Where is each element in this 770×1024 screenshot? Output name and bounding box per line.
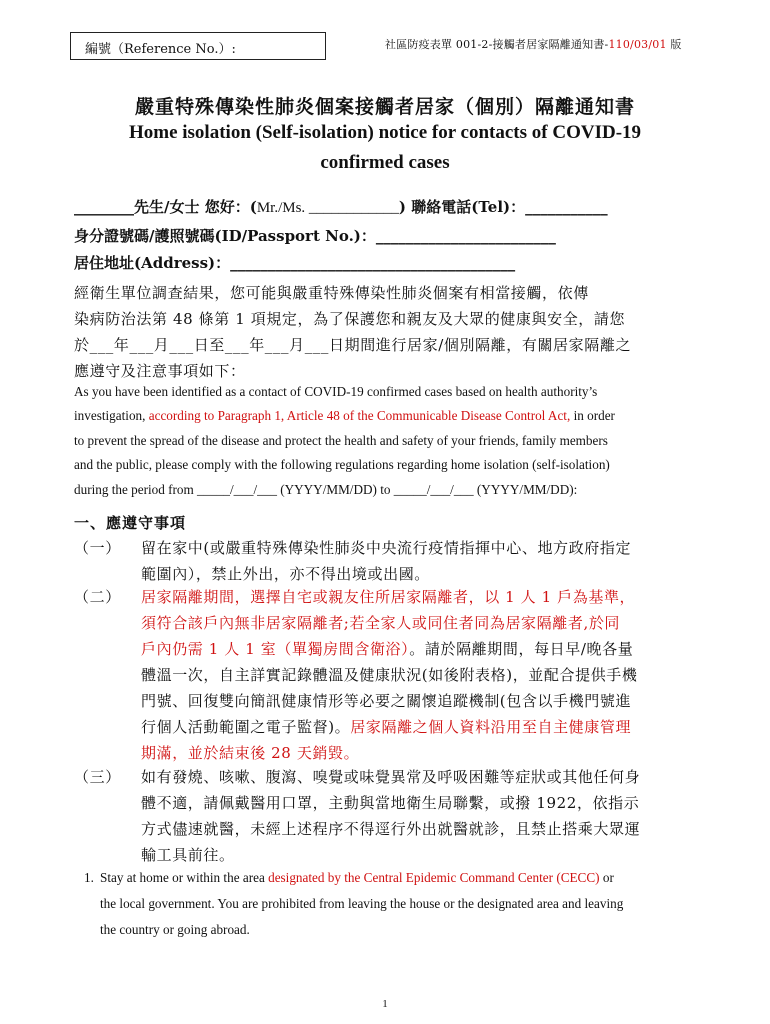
title-english-line1: Home isolation (Self-isolation) notice for contacts of COVID-19	[128, 122, 642, 143]
intro-en-line: and the public, please comply with the following regulations regarding home isolation (self-isolation)	[74, 457, 610, 473]
item-line: 居家隔離期間，選擇自宅或親友住所居家隔離者，以 1 人 1 戶為基準，	[141, 588, 636, 606]
item-number: 1.	[84, 870, 94, 885]
form-code-suffix: 版	[666, 38, 682, 51]
id-passport-line: 身分證號碼/護照號碼(ID/Passport No.)：________________________	[74, 227, 556, 245]
item-line: 須符合該戶內無非居家隔離者;若全家人或同住者同為居家隔離者,於同	[141, 614, 621, 632]
item-text-red: 戶內仍需 1 人 1 室（單獨房間含衛浴）	[141, 640, 410, 658]
item-line: 期滿，並於結束後 28 天銷毀。	[141, 744, 360, 762]
intro-english	[74, 380, 714, 502]
english-item-1	[84, 865, 714, 943]
item-text: Stay at home or within the area	[100, 870, 269, 885]
intro-zh-line: 染病防治法第 48 條第 1 項規定，為了保護您和親友及大眾的健康與安全，請您	[74, 310, 626, 328]
item-line	[141, 714, 711, 740]
item-text-red: designated by the Central Epidemic Command Center (CECC)	[268, 870, 600, 885]
item-line: 如有發燒、咳嗽、腹瀉、嗅覺或味覺異常及呼吸困難等症狀或其他任何身	[141, 768, 641, 786]
intro-chinese	[74, 280, 714, 384]
page-number: 1	[382, 998, 388, 1010]
intro-en-text: investigation,	[74, 408, 149, 424]
greeting-line	[74, 196, 608, 217]
intro-en-line	[74, 404, 714, 428]
intro-en-line: to prevent the spread of the disease and protect the health and safety of your friends, family members	[74, 432, 608, 448]
form-code	[385, 36, 682, 52]
item-number: （三）	[74, 768, 121, 786]
item-line: the local government. You are prohibited from leaving the house or the designated area and leaving	[100, 896, 624, 911]
item-number: （一）	[74, 539, 121, 557]
item-line: 輸工具前往。	[141, 846, 235, 864]
item-text: 。請於隔離期間，每日早/晚各量	[409, 640, 634, 658]
item-line: 門號、回復雙向簡訊健康情形等必要之關懷追蹤機制(包含以手機門號進	[141, 692, 632, 710]
reference-number-box	[70, 32, 326, 60]
item-line	[100, 865, 614, 891]
intro-zh-line: 應遵守及注意事項如下：	[74, 362, 246, 380]
item-line: 留在家中(或嚴重特殊傳染性肺炎中央流行疫情指揮中心、地方政府指定	[141, 539, 632, 557]
item-number: （二）	[74, 588, 121, 606]
item-line: 範圍內），禁止外出，亦不得出境或出國。	[141, 565, 430, 583]
intro-en-line: As you have been identified as a contact of COVID-19 confirmed cases based on health authority’s	[74, 384, 598, 399]
item-text: or	[599, 870, 614, 885]
address-line: 居住地址(Address)：______________________________________	[74, 254, 516, 272]
greeting-mr-ms: Mr./Ms. ____________	[256, 200, 399, 216]
rule-item-2	[74, 584, 714, 766]
title-chinese: 嚴重特殊傳染性肺炎個案接觸者居家（個別）隔離通知書	[134, 96, 635, 118]
item-text-red: 居家隔離之個人資料沿用至自主健康管理	[350, 718, 632, 736]
intro-en-line: during the period from _____/___/___ (YYYY/MM/DD) to _____/___/___ (YYYY/MM/DD):	[74, 481, 578, 497]
reference-label: 編號（Reference No.）:	[85, 42, 236, 57]
intro-en-text: in order	[570, 408, 615, 424]
rule-item-1	[74, 535, 714, 587]
rule-item-3	[74, 764, 714, 868]
title-english-line2: confirmed cases	[320, 152, 450, 173]
greeting-name-blank: ________先生/女士 您好：(	[74, 198, 257, 216]
intro-zh-line: 於___年___月___日至___年___月___日期間進行居家/個別隔離，有關居家隔離之	[74, 336, 632, 354]
section-title: 一、應遵守事項	[74, 514, 187, 532]
item-line: 方式儘速就醫，未經上述程序不得逕行外出就醫就診，且禁止搭乘大眾運	[141, 820, 641, 838]
item-line: 體溫一次，自主詳實記錄體溫及健康狀況(如後附表格)，並配合提供手機	[141, 666, 638, 684]
form-code-date: 110/03/01	[608, 38, 667, 51]
act-reference: according to Paragraph 1, Article 48 of the Communicable Disease Control Act,	[148, 408, 571, 424]
greeting-tel: ) 聯絡電話(Tel)：___________	[398, 198, 608, 216]
item-line: the country or going abroad.	[100, 922, 250, 937]
form-code-prefix: 社區防疫表單 001-2-接觸者居家隔離通知書-	[385, 38, 609, 51]
item-text: 行個人活動範圍之電子監督)。	[141, 718, 351, 736]
item-line	[141, 636, 711, 662]
item-line: 體不適，請佩戴醫用口罩，主動與當地衛生局聯繫，或撥 1922，依指示	[141, 794, 640, 812]
intro-zh-line: 經衛生單位調查結果，您可能與嚴重特殊傳染性肺炎個案有相當接觸，依傳	[74, 284, 589, 302]
